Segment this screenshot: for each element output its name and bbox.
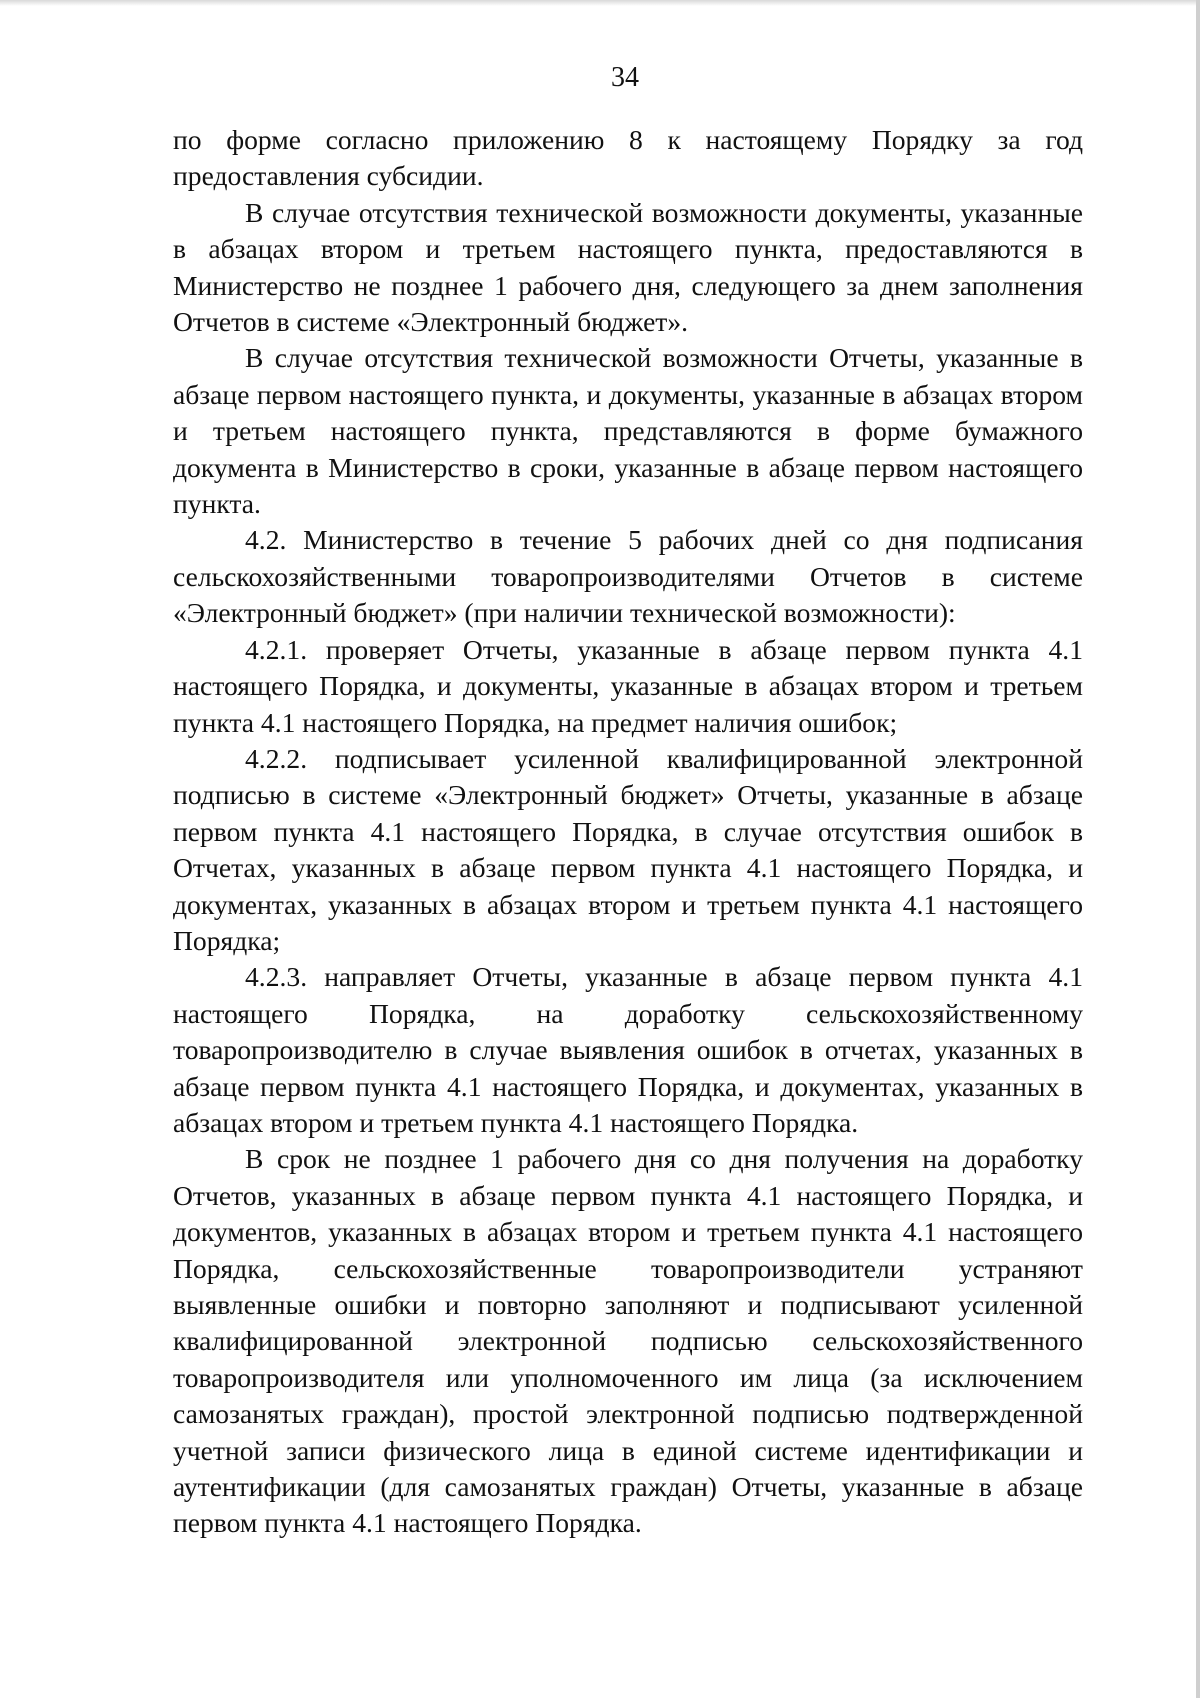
paragraph-4-2-3: 4.2.3. направляет Отчеты, указанные в абзаце первом пункта 4.1 настоящего Порядка, на доработку сельскохозяйственному товаропроизводителю в случае выявления ошибок в отчетах, указанных в абзаце первом пункта 4.1 настоящего Порядка, и документах, указанных в абзацах втором и третьем пункта 4.1 настоящего Порядка. bbox=[173, 961, 1083, 1138]
page-number: 34 bbox=[611, 62, 639, 93]
scan-edge-top bbox=[0, 0, 1200, 6]
paragraph-correction-deadline: В срок не позднее 1 рабочего дня со дня получения на доработку Отчетов, указанных в абзаце первом пункта 4.1 настоящего Порядка, и документов, указанных в абзацах втором и третьем пункта 4.1 настоящего Порядка, сельскохозяйственные товаропроизводители устраняют выявленные ошибки и повторно заполняют и подписывают усиленной квалифицированной электронной подписью сельскохозяйственного товаропроизводителя или уполномоченного им лица (за исключением самозанятых граждан), простой электронной подписью подтвержденной учетной записи физического лица в единой системе идентификации и аутентификации (для самозанятых граждан) Отчеты, указанные в абзаце первом пункта 4.1 настоящего Порядка. bbox=[173, 1143, 1083, 1539]
scan-edge-right bbox=[1196, 0, 1200, 1698]
body-text bbox=[173, 122, 1083, 1542]
paragraph-no-technical-possibility-documents: В случае отсутствия технической возможности документы, указанные в абзацах втором и третьем настоящего пункта, предоставляются в Министерство не позднее 1 рабочего дня, следующего за днем заполнения Отчетов в системе «Электронный бюджет». bbox=[173, 196, 1083, 338]
paragraph-4-2-2: 4.2.2. подписывает усиленной квалифицированной электронной подписью в системе «Электронный бюджет» Отчеты, указанные в абзаце первом пункта 4.1 настоящего Порядка, в случае отсутствия ошибок в Отчетах, указанных в абзаце первом пункта 4.1 настоящего Порядка, и документах, указанных в абзацах втором и третьем пункта 4.1 настоящего Порядка; bbox=[173, 742, 1083, 956]
paragraph-continuation: по форме согласно приложению 8 к настоящему Порядку за год предоставления субсидии. bbox=[173, 124, 1083, 192]
paragraph-no-technical-possibility-reports: В случае отсутствия технической возможности Отчеты, указанные в абзаце первом настоящего пункта, и документы, указанные в абзацах втором и третьем настоящего пункта, представляются в форме бумажного документа в Министерство в сроки, указанные в абзаце первом настоящего пункта. bbox=[173, 342, 1083, 520]
paragraph-4-2: 4.2. Министерство в течение 5 рабочих дней со дня подписания сельскохозяйственными товаропроизводителями Отчетов в системе «Электронный бюджет» (при наличии технической возможности): bbox=[173, 524, 1083, 629]
paragraph-4-2-1: 4.2.1. проверяет Отчеты, указанные в абзаце первом пункта 4.1 настоящего Порядка, и документы, указанные в абзацах втором и третьем пункта 4.1 настоящего Порядка, на предмет наличия ошибок; bbox=[173, 633, 1083, 738]
